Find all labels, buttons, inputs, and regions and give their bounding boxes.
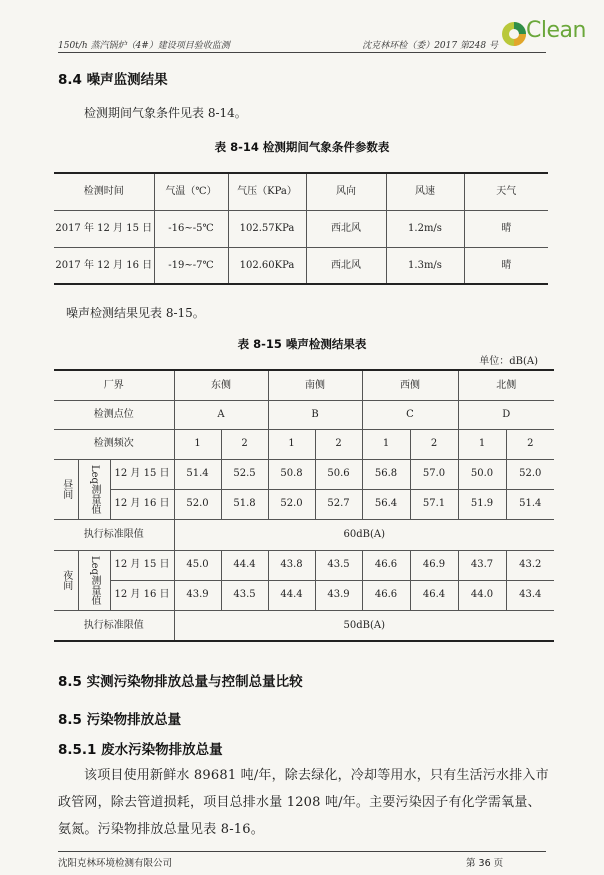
cell-wind-speed: 1.3m/s	[386, 247, 464, 284]
freq-row	[54, 429, 554, 459]
freq-cell: 2	[506, 429, 554, 459]
point-label: 检测点位	[54, 400, 174, 429]
cell-date: 2017 年 12 月 15 日	[54, 210, 154, 247]
footer-company: 沈阳克林环境检测有限公司	[58, 858, 173, 869]
header-cell: 风向	[306, 173, 386, 210]
page-header	[58, 38, 576, 52]
freq-cell: 1	[268, 429, 315, 459]
section-8-5-1-title: 8.5.1 废水污染物排放总量	[58, 742, 223, 758]
night-label: 夜间	[54, 550, 78, 610]
table-row	[54, 550, 554, 580]
cell-wind-speed: 1.2m/s	[386, 210, 464, 247]
footer-page-number: 第 36 页	[466, 858, 504, 869]
cell-value: 46.6	[362, 580, 410, 610]
footer-divider	[58, 851, 546, 852]
cell-date: 12 月 15 日	[110, 550, 174, 580]
cell-value: 43.9	[174, 580, 221, 610]
table-row	[54, 210, 548, 247]
freq-cell: 1	[174, 429, 221, 459]
cell-value: 46.9	[410, 550, 458, 580]
cell-value: 52.7	[315, 489, 362, 519]
cell-date: 12 月 15 日	[110, 459, 174, 489]
cell-value: 44.4	[221, 550, 268, 580]
points-row	[54, 400, 554, 429]
table-unit: 单位：dB(A)	[479, 356, 538, 367]
cell-value: 51.8	[221, 489, 268, 519]
header-cell: 风速	[386, 173, 464, 210]
header-cell: 检测时间	[54, 173, 154, 210]
cell-wind-dir: 西北风	[306, 210, 386, 247]
section-8-4-title: 8.4 噪声监测结果	[58, 72, 168, 88]
header-cell: 天气	[464, 173, 548, 210]
cell-value: 44.0	[458, 580, 506, 610]
freq-cell: 2	[410, 429, 458, 459]
cell-value: 46.4	[410, 580, 458, 610]
cell-value: 44.4	[268, 580, 315, 610]
cell-value: 50.0	[458, 459, 506, 489]
cell-value: 50.6	[315, 459, 362, 489]
section-8-5-title: 8.5 实测污染物排放总量与控制总量比较	[58, 674, 303, 690]
night-limit-label: 执行标准限值	[54, 610, 174, 641]
day-label: 昼间	[54, 459, 78, 519]
cell-temp: -19~-7℃	[154, 247, 228, 284]
day-limit-row	[54, 519, 554, 550]
leq-label: Leq测量值	[78, 550, 110, 610]
header-project-title: 150t/h 蒸汽锅炉（4#）建设项目验收监测	[58, 41, 230, 51]
cell-value: 57.0	[410, 459, 458, 489]
cell-value: 52.5	[221, 459, 268, 489]
table-row	[54, 459, 554, 489]
logo-text: Clean	[526, 18, 586, 43]
cell-pressure: 102.57KPa	[228, 210, 306, 247]
cell-value: 56.8	[362, 459, 410, 489]
point-d: D	[458, 400, 554, 429]
cell-value: 52.0	[268, 489, 315, 519]
cell-value: 43.7	[458, 550, 506, 580]
freq-cell: 1	[362, 429, 410, 459]
side-north: 北侧	[458, 370, 554, 400]
cell-value: 57.1	[410, 489, 458, 519]
cell-value: 43.4	[506, 580, 554, 610]
section-8-5-subtitle: 8.5 污染物排放总量	[58, 712, 182, 728]
cell-value: 43.8	[268, 550, 315, 580]
cell-value: 56.4	[362, 489, 410, 519]
point-a: A	[174, 400, 268, 429]
cell-temp: -16~-5℃	[154, 210, 228, 247]
side-east: 东侧	[174, 370, 268, 400]
cell-value: 45.0	[174, 550, 221, 580]
cell-value: 43.5	[315, 550, 362, 580]
freq-cell: 2	[221, 429, 268, 459]
cell-weather: 晴	[464, 247, 548, 284]
cell-value: 46.6	[362, 550, 410, 580]
cell-value: 51.9	[458, 489, 506, 519]
table-row	[54, 580, 554, 610]
freq-cell: 1	[458, 429, 506, 459]
cell-wind-dir: 西北风	[306, 247, 386, 284]
weather-table	[54, 172, 548, 285]
day-limit-value: 60dB(A)	[174, 519, 554, 550]
table-row	[54, 489, 554, 519]
header-divider	[58, 52, 546, 53]
sides-row	[54, 370, 554, 400]
point-c: C	[362, 400, 458, 429]
cell-value: 51.4	[506, 489, 554, 519]
point-b: B	[268, 400, 362, 429]
side-south: 南侧	[268, 370, 362, 400]
cell-date: 12 月 16 日	[110, 580, 174, 610]
header-report-number: 沈克林环检（委）2017 第248 号	[362, 41, 498, 51]
weather-intro: 检测期间气象条件见表 8-14。	[84, 106, 247, 120]
table-row	[54, 247, 548, 284]
table-8-14-caption: 表 8-14 检测期间气象条件参数表	[214, 140, 390, 154]
noise-intro: 噪声检测结果见表 8-15。	[66, 306, 205, 320]
cell-value: 43.5	[221, 580, 268, 610]
cell-value: 43.9	[315, 580, 362, 610]
cell-pressure: 102.60KPa	[228, 247, 306, 284]
side-west: 西侧	[362, 370, 458, 400]
wastewater-paragraph: 该项目使用新鲜水 89681 吨/年，除去绿化，冷却等用水，只有生活污水排入市政管网，除去管道损耗，项目总排水量 1208 吨/年。主要污染因子有化学需氧量、氨氮。污染物排放总量见表 8-16。	[58, 768, 549, 837]
weather-table-header	[54, 173, 548, 210]
table-8-15-caption: 表 8-15 噪声检测结果表	[237, 337, 367, 351]
header-cell: 气压（KPa）	[228, 173, 306, 210]
boundary-label: 厂界	[54, 370, 174, 400]
cell-value: 52.0	[506, 459, 554, 489]
cell-value: 52.0	[174, 489, 221, 519]
cell-date: 2017 年 12 月 16 日	[54, 247, 154, 284]
freq-label: 检测频次	[54, 429, 174, 459]
freq-cell: 2	[315, 429, 362, 459]
cell-value: 43.2	[506, 550, 554, 580]
cell-weather: 晴	[464, 210, 548, 247]
leq-label: Leq测量值	[78, 459, 110, 519]
noise-table	[54, 369, 554, 642]
cell-date: 12 月 16 日	[110, 489, 174, 519]
night-limit-row	[54, 610, 554, 641]
night-limit-value: 50dB(A)	[174, 610, 554, 641]
cell-value: 50.8	[268, 459, 315, 489]
day-limit-label: 执行标准限值	[54, 519, 174, 550]
header-cell: 气温（℃）	[154, 173, 228, 210]
cell-value: 51.4	[174, 459, 221, 489]
